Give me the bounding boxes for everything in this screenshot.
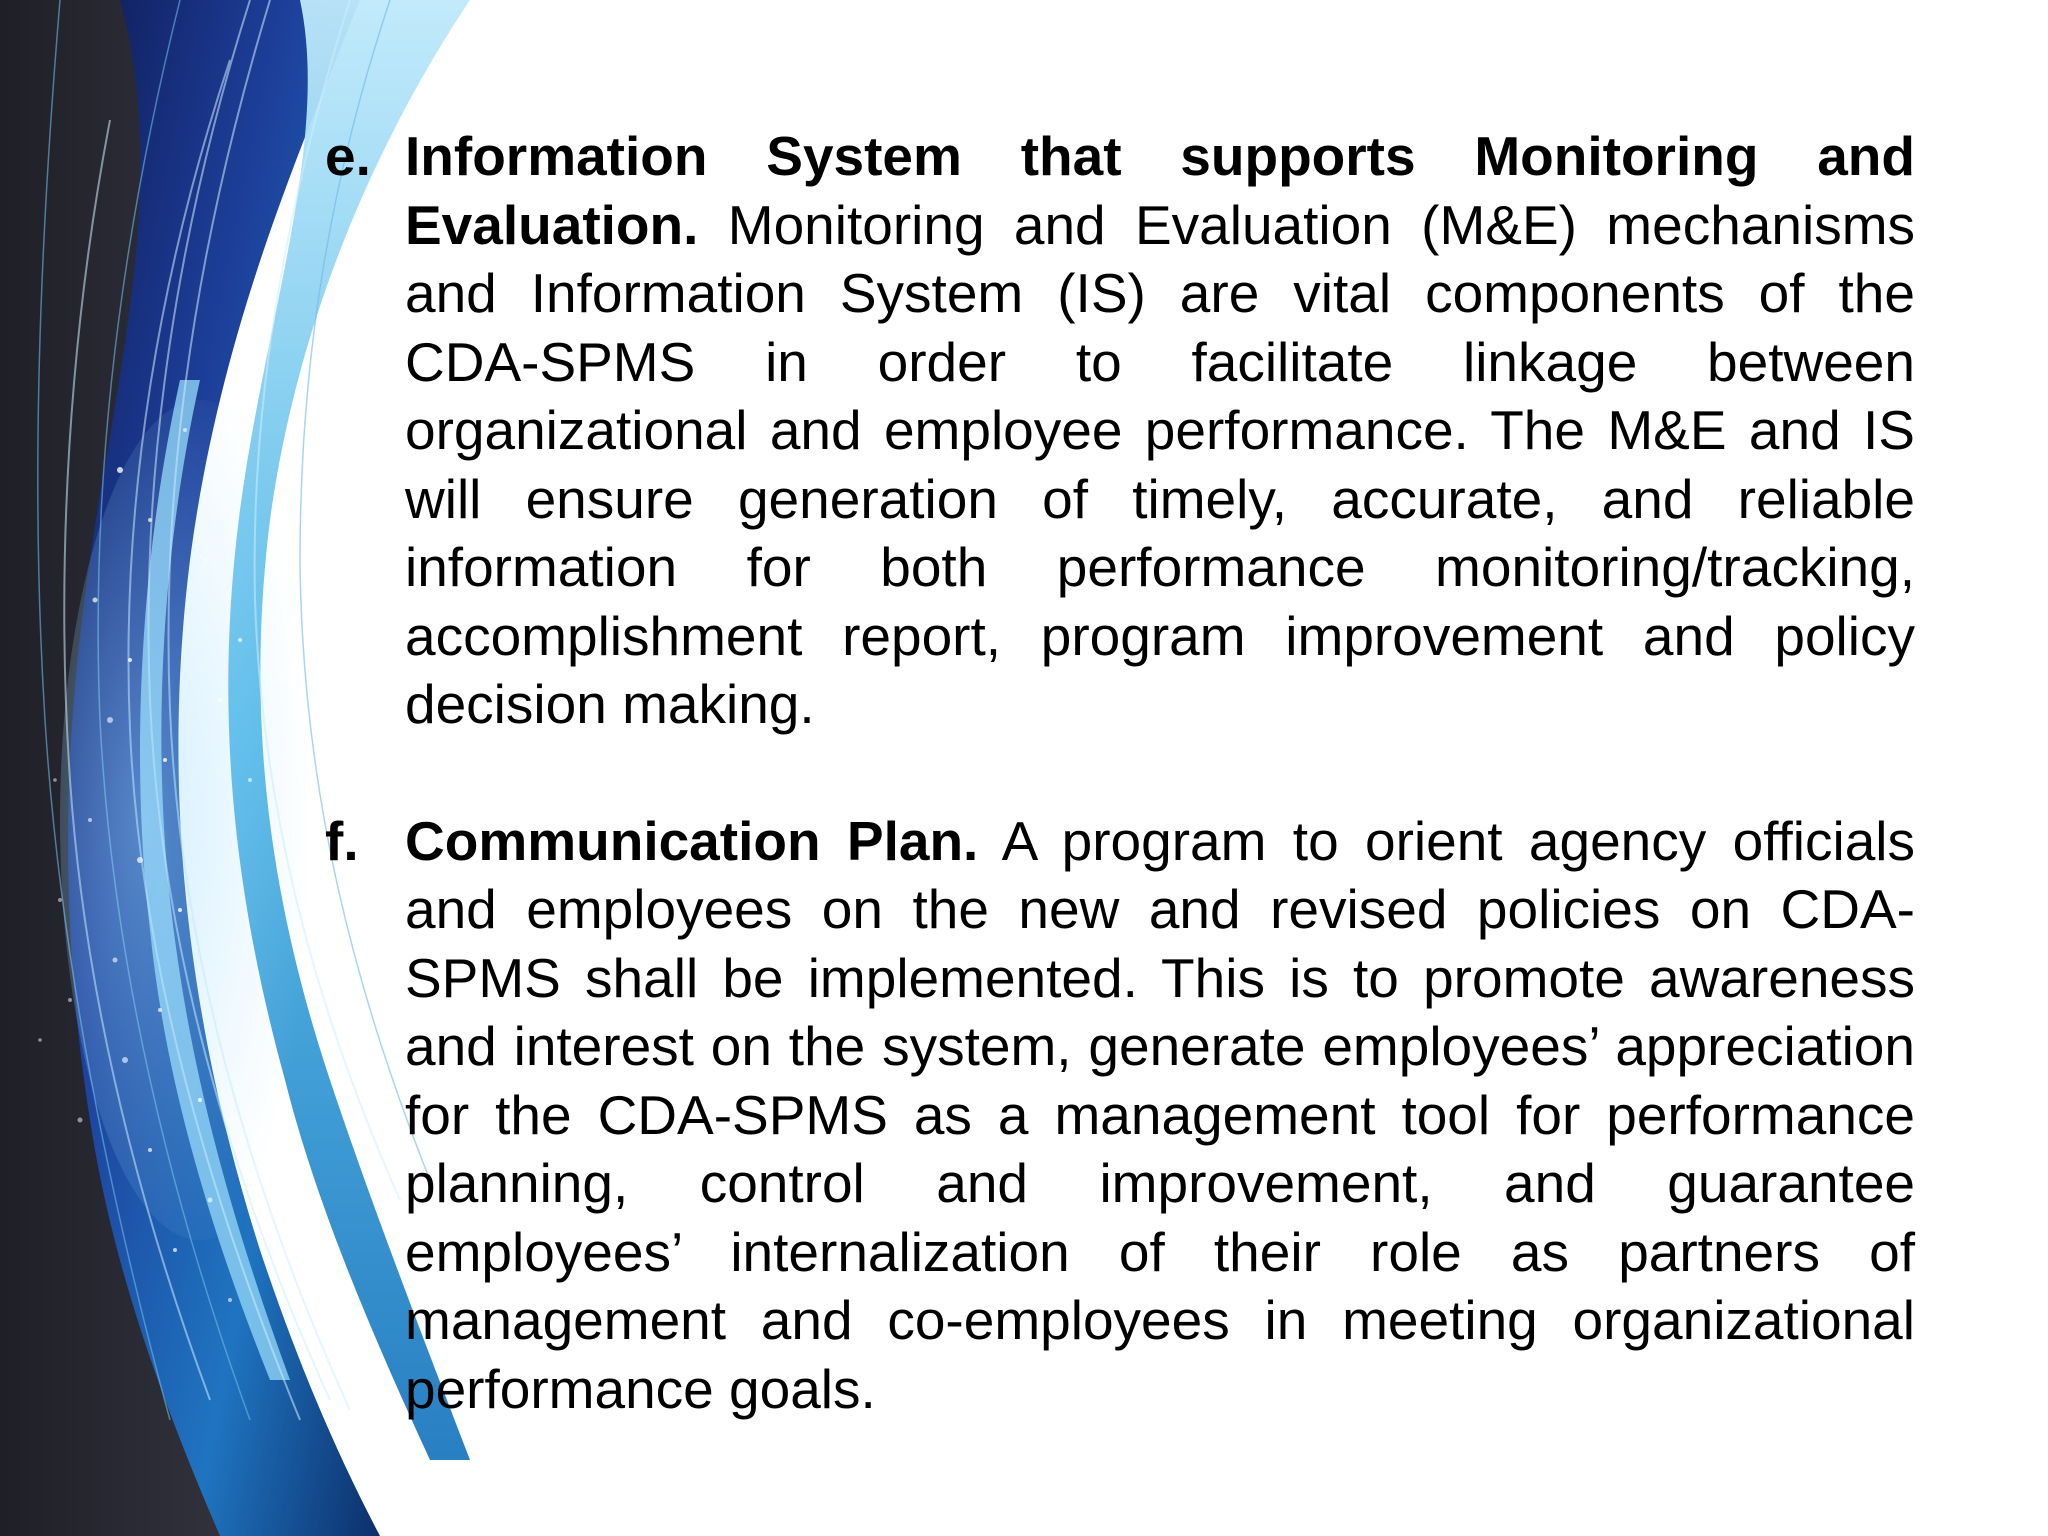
list-item-f: [325, 807, 1915, 1424]
item-body: Monitoring and Evaluation (M&E) mechanisms and Information System (IS) are vital components of the CDA-SPMS in order to facilitate linkage between organizational and employee performance. The M&E and IS will ensure generation of timely, accurate, and reliable information for both performance monitoring/tracking, accomplishment report, program improvement and policy decision making.: [405, 193, 1916, 735]
slide-content: [325, 122, 1915, 1423]
item-heading: Communication Plan.: [405, 809, 979, 872]
list-marker: e.: [325, 125, 371, 187]
list-marker: f.: [325, 809, 359, 872]
list-item-e: [325, 122, 1915, 739]
item-heading: Information System that supports Monitoring and Evaluation.: [405, 125, 1915, 256]
item-body: A program to orient agency officials and employees on the new and revised policies on CDA-SPMS shall be implemented. This is to promote awareness and interest on the system, generate employees’ appreciation for the CDA-SPMS as a management tool for performance planning, control and improvement, and guarantee employees’ internalization of their role as partners of management and co-employees in meeting organizational performance goals.: [405, 809, 1916, 1420]
